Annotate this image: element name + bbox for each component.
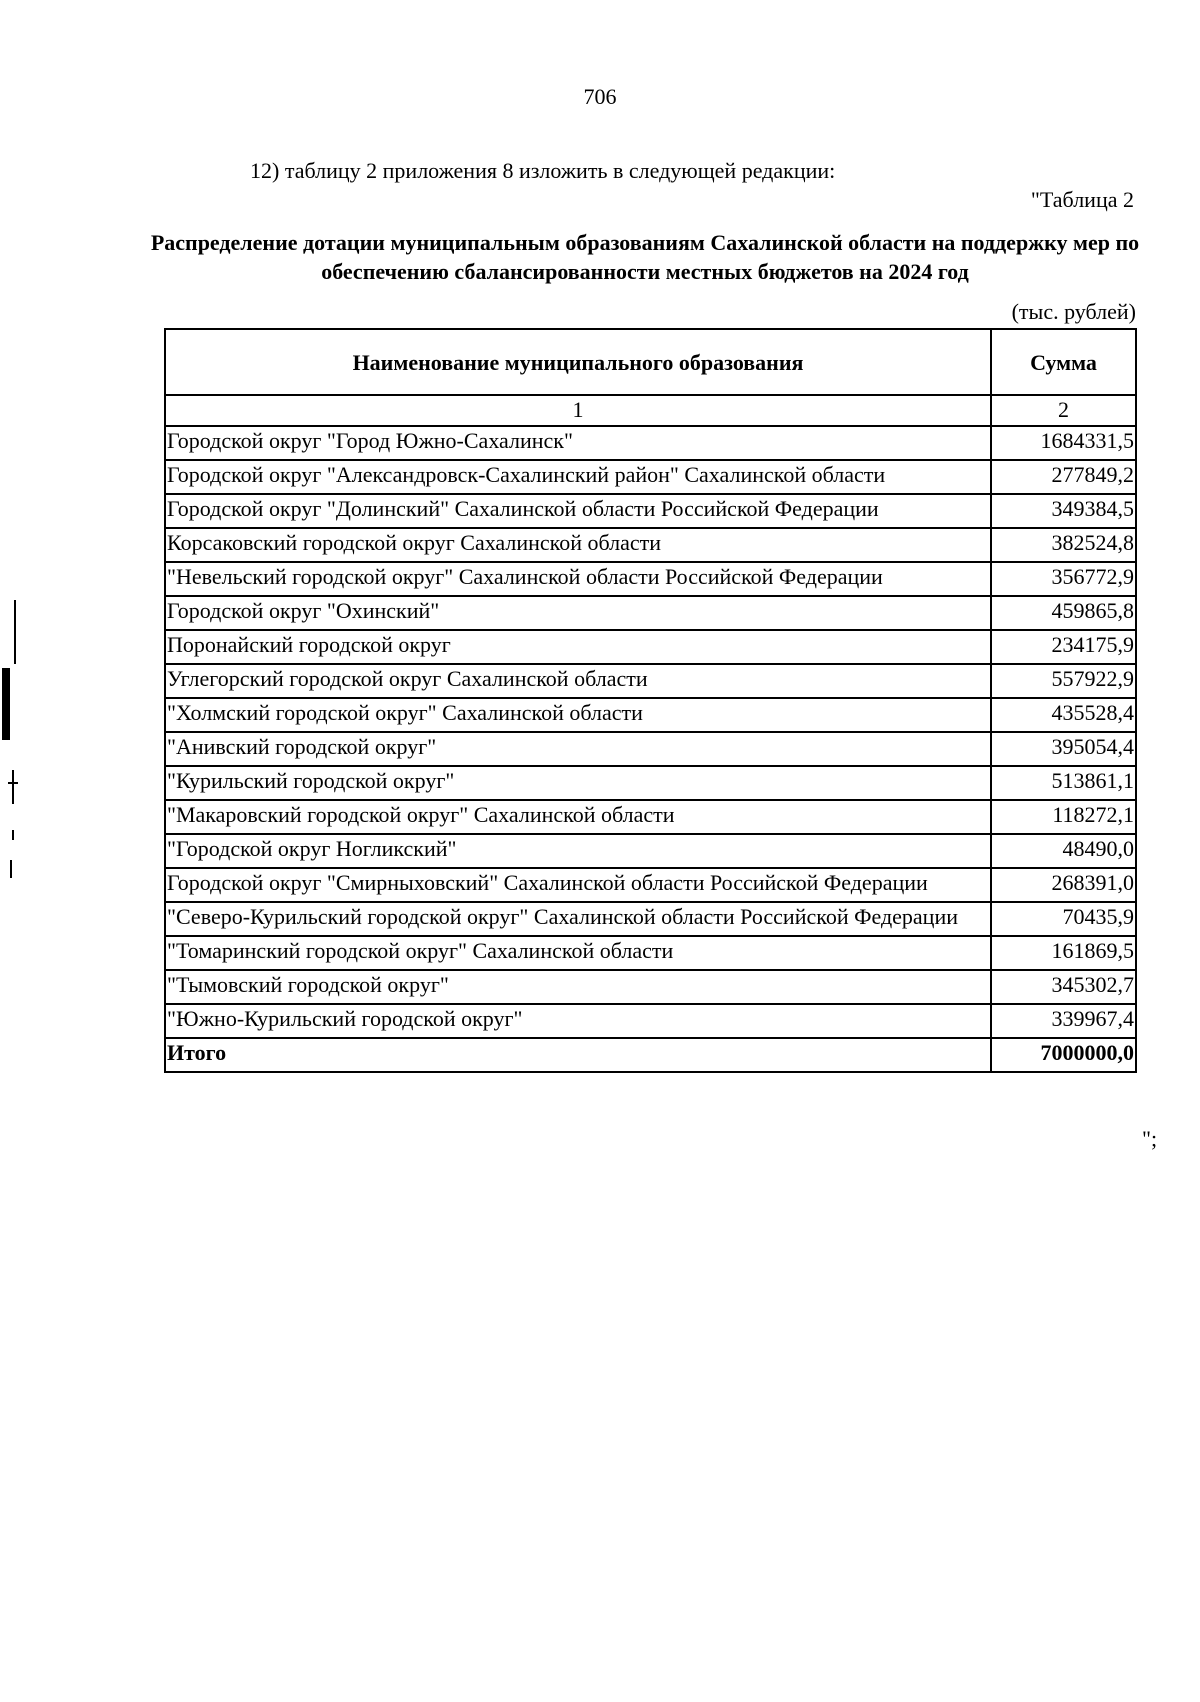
row-sum: 1684331,5 xyxy=(991,426,1136,460)
row-sum: 339967,4 xyxy=(991,1004,1136,1038)
table-row xyxy=(165,630,1136,664)
table-row xyxy=(165,698,1136,732)
row-sum: 356772,9 xyxy=(991,562,1136,596)
row-sum: 268391,0 xyxy=(991,868,1136,902)
scan-artifact-bar xyxy=(2,668,10,740)
scan-artifact-dot xyxy=(10,860,12,878)
table-row xyxy=(165,460,1136,494)
row-name: Городской округ "Охинский" xyxy=(165,596,991,630)
column-number-row xyxy=(165,395,1136,426)
table-row xyxy=(165,868,1136,902)
scan-artifact-dot xyxy=(12,830,14,840)
intro-paragraph: 12) таблицу 2 приложения 8 изложить в следующей редакции: xyxy=(250,158,836,183)
row-sum: 513861,1 xyxy=(991,766,1136,800)
row-name: "Курильский городской округ" xyxy=(165,766,991,800)
row-sum: 70435,9 xyxy=(991,902,1136,936)
subsidy-table xyxy=(164,328,1137,1073)
row-name: Городской округ "Смирныховский" Сахалинской области Российской Федерации xyxy=(165,868,991,902)
header-sum: Сумма xyxy=(991,329,1136,395)
row-sum: 48490,0 xyxy=(991,834,1136,868)
scan-artifact-line xyxy=(12,770,14,804)
page-number: 706 xyxy=(583,84,617,109)
row-sum: 459865,8 xyxy=(991,596,1136,630)
row-name: "Макаровский городской округ" Сахалинской области xyxy=(165,800,991,834)
row-name: Углегорский городской округ Сахалинской области xyxy=(165,664,991,698)
total-label: Итого xyxy=(165,1038,991,1072)
row-sum: 382524,8 xyxy=(991,528,1136,562)
table-row xyxy=(165,596,1136,630)
row-name: "Южно-Курильский городской округ" xyxy=(165,1004,991,1038)
row-name: "Городской округ Ногликский" xyxy=(165,834,991,868)
table-row xyxy=(165,800,1136,834)
table-header-row xyxy=(165,329,1136,395)
row-sum: 234175,9 xyxy=(991,630,1136,664)
row-name: "Анивский городской округ" xyxy=(165,732,991,766)
row-name: Городской округ "Долинский" Сахалинской области Российской Федерации xyxy=(165,494,991,528)
total-row xyxy=(165,1038,1136,1072)
scan-artifact-line xyxy=(14,600,16,664)
row-name: "Невельский городской округ" Сахалинской области Российской Федерации xyxy=(165,562,991,596)
row-name: Городской округ "Город Южно-Сахалинск" xyxy=(165,426,991,460)
table-label: "Таблица 2 xyxy=(1030,187,1134,212)
document-title: Распределение дотации муниципальным образованиям Сахалинской области на поддержку мер по обеспечению сбалансированности местных бюджетов на 2024 год xyxy=(150,230,1140,284)
table-row xyxy=(165,528,1136,562)
total-sum: 7000000,0 xyxy=(991,1038,1136,1072)
table-row xyxy=(165,494,1136,528)
row-sum: 349384,5 xyxy=(991,494,1136,528)
table-row xyxy=(165,902,1136,936)
row-name: Поронайский городской округ xyxy=(165,630,991,664)
column-number-2: 2 xyxy=(991,395,1136,426)
row-sum: 277849,2 xyxy=(991,460,1136,494)
row-sum: 161869,5 xyxy=(991,936,1136,970)
closing-quote-mark: "; xyxy=(1142,1126,1158,1151)
row-name: "Тымовский городской округ" xyxy=(165,970,991,1004)
table-row xyxy=(165,936,1136,970)
table-row xyxy=(165,834,1136,868)
row-name: "Томаринский городской округ" Сахалинской области xyxy=(165,936,991,970)
table-row xyxy=(165,562,1136,596)
row-name: Городской округ "Александровск-Сахалинский район" Сахалинской области xyxy=(165,460,991,494)
table-row xyxy=(165,970,1136,1004)
row-sum: 345302,7 xyxy=(991,970,1136,1004)
row-sum: 395054,4 xyxy=(991,732,1136,766)
table-row xyxy=(165,426,1136,460)
row-sum: 118272,1 xyxy=(991,800,1136,834)
row-name: "Северо-Курильский городской округ" Сахалинской области Российской Федерации xyxy=(165,902,991,936)
units-label: (тыс. рублей) xyxy=(1011,299,1136,324)
table-row xyxy=(165,732,1136,766)
table-row xyxy=(165,1004,1136,1038)
column-number-1: 1 xyxy=(165,395,991,426)
header-name: Наименование муниципального образования xyxy=(165,329,991,395)
row-sum: 435528,4 xyxy=(991,698,1136,732)
row-name: "Холмский городской округ" Сахалинской области xyxy=(165,698,991,732)
row-sum: 557922,9 xyxy=(991,664,1136,698)
table-row xyxy=(165,664,1136,698)
table-row xyxy=(165,766,1136,800)
row-name: Корсаковский городской округ Сахалинской области xyxy=(165,528,991,562)
